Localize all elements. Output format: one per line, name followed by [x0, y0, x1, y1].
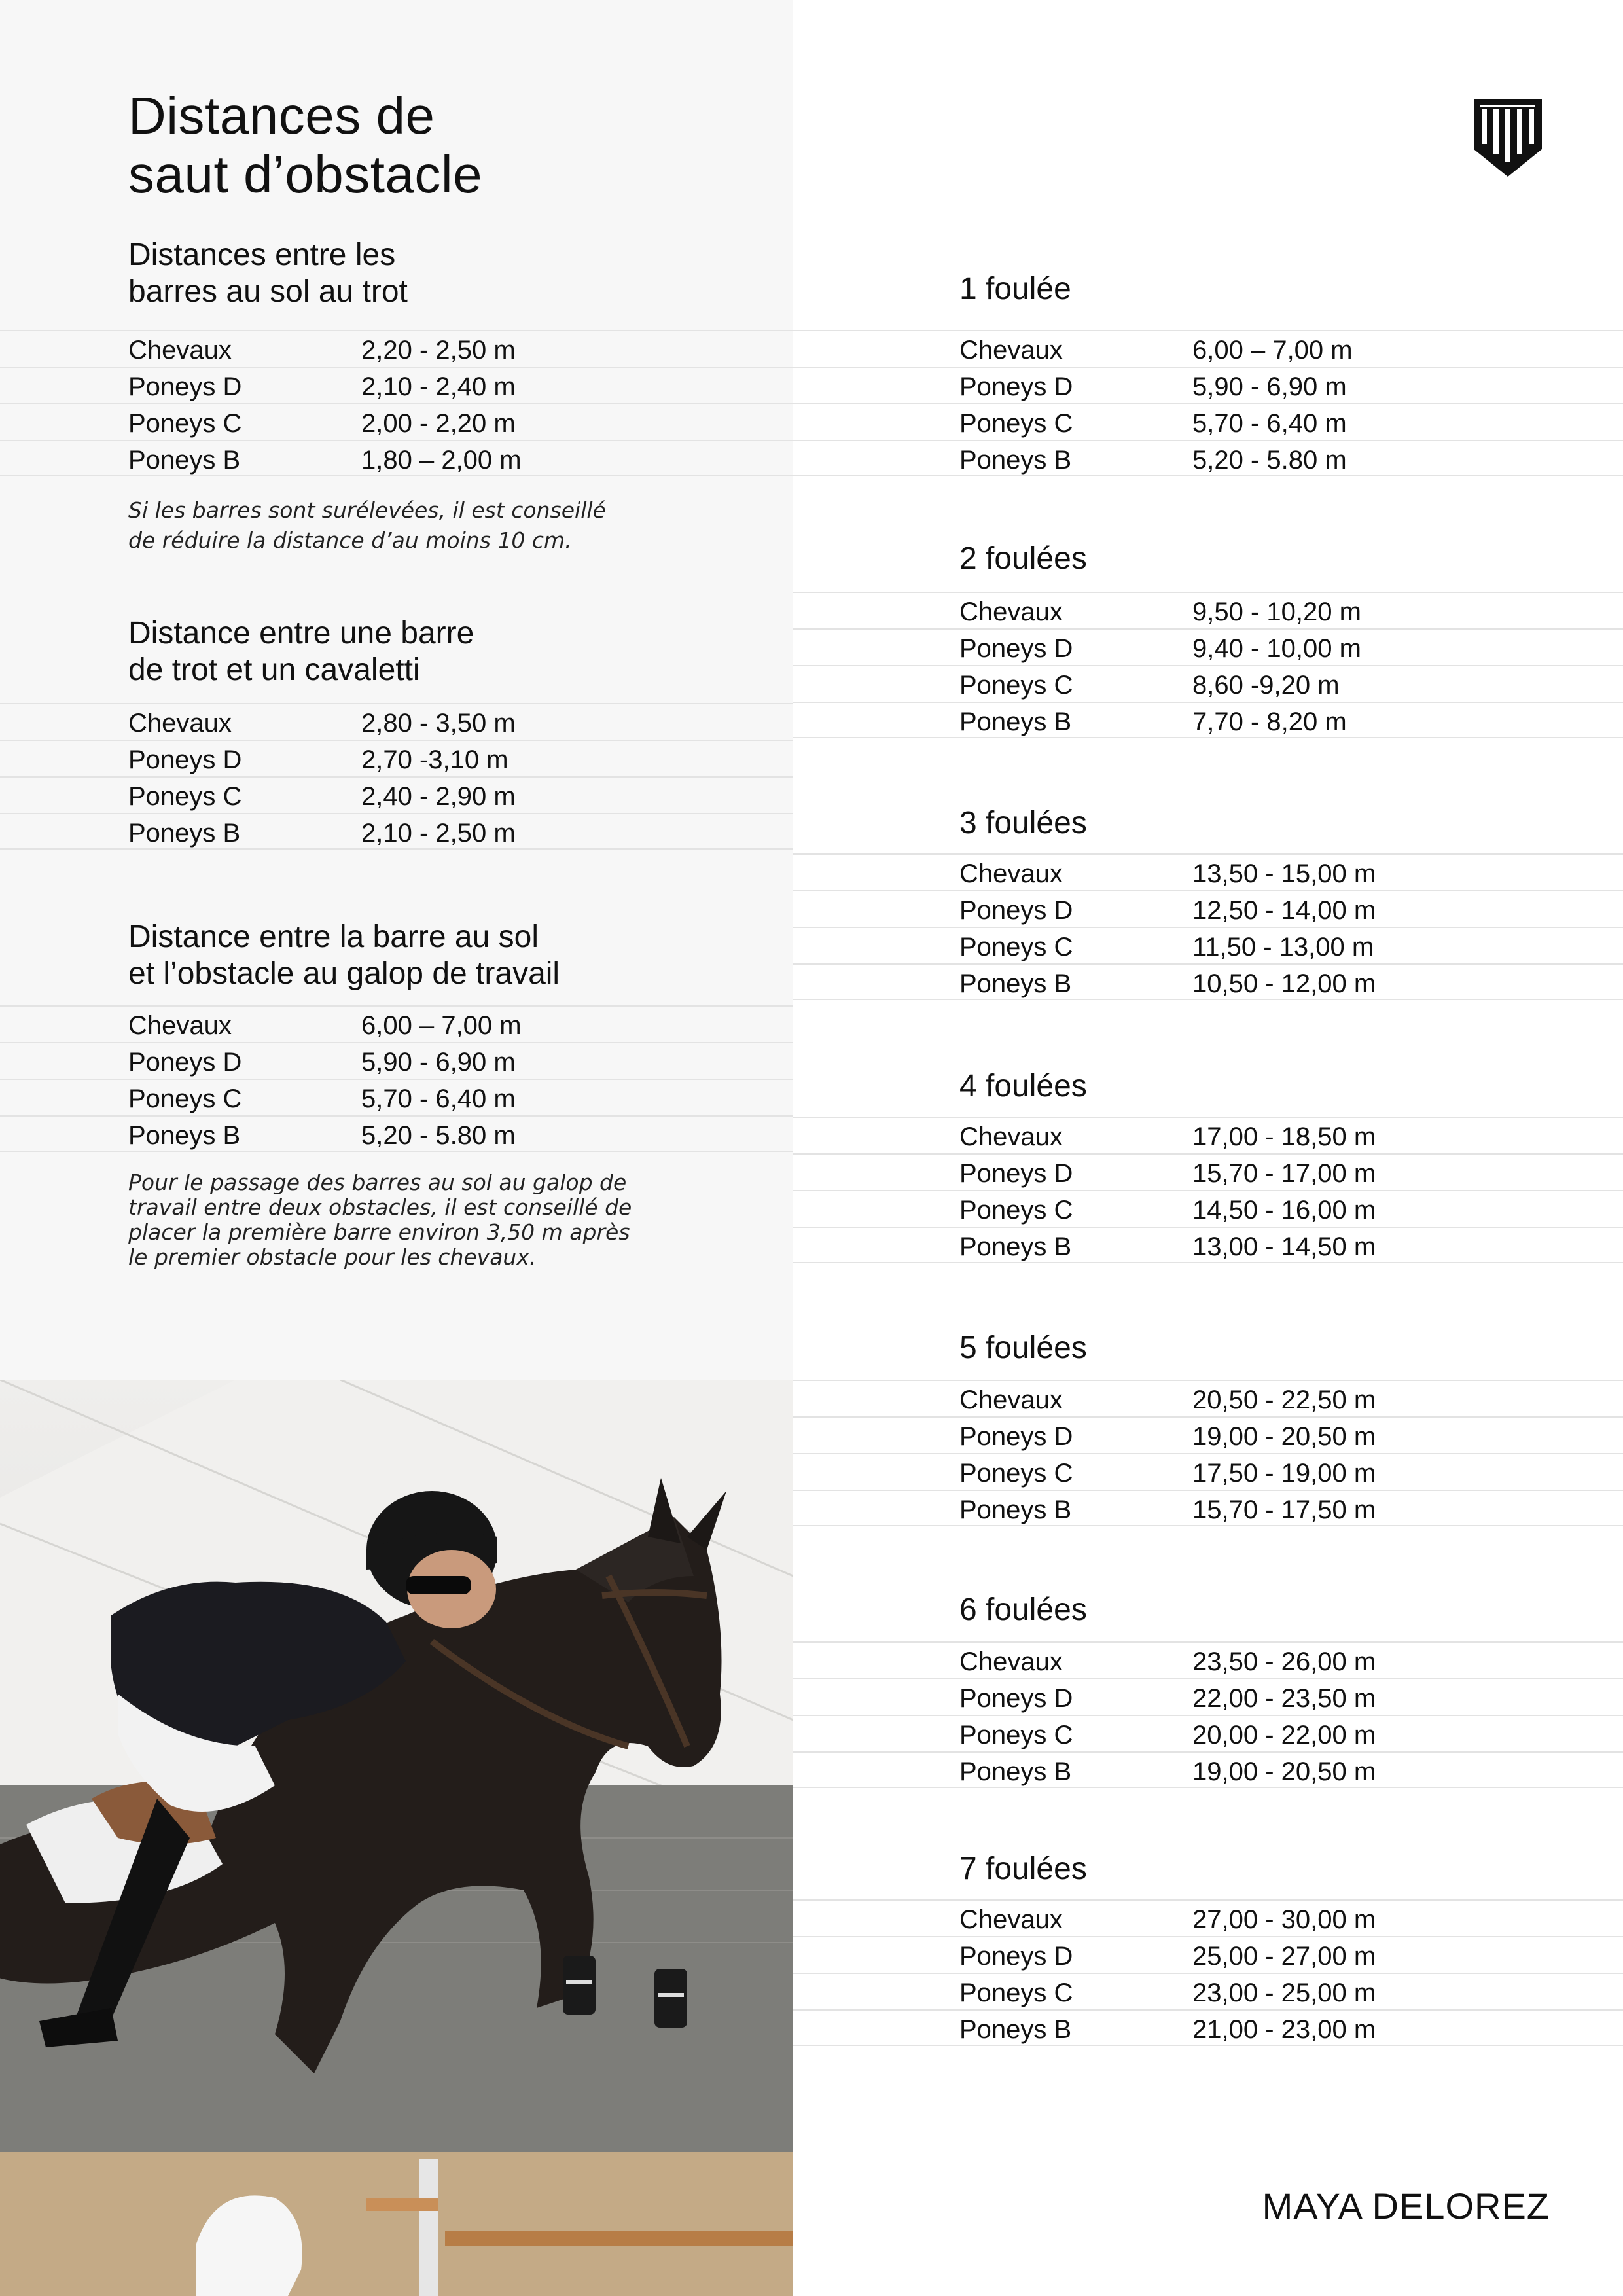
page-title-line: saut d’obstacle — [128, 145, 483, 204]
row-label: Poneys D — [128, 1048, 242, 1077]
row-value: 2,00 - 2,20 m — [361, 409, 516, 438]
section-title-line: Distance entre une barre — [128, 616, 474, 651]
distance-table-5-strides — [793, 1380, 1623, 1526]
row-value: 9,40 - 10,00 m — [1192, 634, 1361, 663]
row-label: Poneys D — [959, 1159, 1073, 1188]
distance-table-pole-to-fence — [0, 1005, 793, 1152]
table-row — [793, 2009, 1623, 2046]
note-line: de réduire la distance d’au moins 10 cm. — [128, 528, 572, 553]
table-row — [793, 403, 1623, 440]
row-label: Poneys C — [959, 1196, 1073, 1225]
row-label: Poneys B — [128, 446, 241, 475]
row-label: Poneys C — [959, 1979, 1073, 2007]
distance-table-6-strides — [793, 1641, 1623, 1788]
row-label: Poneys B — [959, 1757, 1072, 1786]
table-row — [0, 703, 793, 740]
row-value: 14,50 - 16,00 m — [1192, 1196, 1376, 1225]
table-row — [793, 1678, 1623, 1715]
section-title-line: barres au sol au trot — [128, 274, 408, 309]
note-line: placer la première barre environ 3,50 m après — [128, 1219, 630, 1245]
row-value: 20,00 - 22,00 m — [1192, 1721, 1376, 1749]
row-label: Poneys D — [959, 372, 1073, 401]
row-label: Chevaux — [959, 1647, 1063, 1676]
row-label: Chevaux — [128, 709, 232, 738]
table-row — [793, 440, 1623, 476]
row-value: 21,00 - 23,00 m — [1192, 2015, 1376, 2044]
row-label: Poneys C — [959, 409, 1073, 438]
section-title-7-strides: 7 foulées — [959, 1852, 1087, 1886]
row-value: 5,70 - 6,40 m — [1192, 409, 1347, 438]
shield-logo-icon — [1471, 97, 1544, 179]
row-value: 2,10 - 2,40 m — [361, 372, 516, 401]
distance-table-trot-poles — [0, 330, 793, 476]
table-row — [793, 1490, 1623, 1526]
row-value: 2,10 - 2,50 m — [361, 819, 516, 848]
page-title — [128, 86, 482, 204]
page-title-line: Distances de — [128, 86, 435, 145]
row-label: Poneys D — [959, 1684, 1073, 1713]
row-label: Poneys B — [959, 1496, 1072, 1524]
table-row — [793, 1190, 1623, 1227]
row-value: 17,00 - 18,50 m — [1192, 1122, 1376, 1151]
row-label: Poneys C — [128, 409, 242, 438]
row-value: 9,50 - 10,20 m — [1192, 598, 1361, 626]
row-value: 20,50 - 22,50 m — [1192, 1386, 1376, 1414]
row-value: 6,00 – 7,00 m — [361, 1011, 522, 1040]
note-canter-poles — [128, 1170, 665, 1270]
section-title-line: Distances entre les — [128, 238, 396, 272]
table-row — [0, 330, 793, 367]
distance-table-1-stride — [793, 330, 1623, 476]
note-line: travail entre deux obstacles, il est conseillé de — [128, 1194, 632, 1220]
row-value: 2,40 - 2,90 m — [361, 782, 516, 811]
section-title-3-strides: 3 foulées — [959, 806, 1087, 840]
table-row — [793, 628, 1623, 665]
section-title-pole-to-fence — [128, 919, 560, 992]
distance-table-3-strides — [793, 853, 1623, 1000]
row-label: Poneys C — [959, 671, 1073, 700]
section-title-5-strides: 5 foulées — [959, 1331, 1087, 1365]
table-row — [0, 440, 793, 476]
table-row — [793, 1973, 1623, 2009]
row-label: Poneys C — [959, 1459, 1073, 1488]
row-label: Poneys B — [959, 708, 1072, 736]
row-value: 10,50 - 12,00 m — [1192, 969, 1376, 998]
row-value: 5,20 - 5.80 m — [1192, 446, 1347, 475]
row-value: 6,00 – 7,00 m — [1192, 336, 1353, 365]
row-value: 23,00 - 25,00 m — [1192, 1979, 1376, 2007]
table-row — [793, 1227, 1623, 1263]
row-label: Poneys B — [959, 1232, 1072, 1261]
row-value: 25,00 - 27,00 m — [1192, 1942, 1376, 1971]
row-value: 22,00 - 23,50 m — [1192, 1684, 1376, 1713]
row-label: Chevaux — [959, 336, 1063, 365]
row-value: 5,90 - 6,90 m — [361, 1048, 516, 1077]
row-label: Poneys C — [128, 1085, 242, 1113]
row-label: Chevaux — [959, 1386, 1063, 1414]
row-value: 8,60 -9,20 m — [1192, 671, 1340, 700]
row-label: Poneys B — [128, 1121, 241, 1150]
row-value: 2,20 - 2,50 m — [361, 336, 516, 365]
table-row — [793, 702, 1623, 738]
row-value: 11,50 - 13,00 m — [1192, 933, 1374, 961]
table-row — [793, 853, 1623, 890]
table-row — [793, 1715, 1623, 1751]
section-title-trot-cavaletti — [128, 615, 474, 689]
table-row — [793, 1117, 1623, 1153]
row-value: 5,90 - 6,90 m — [1192, 372, 1347, 401]
distance-table-7-strides — [793, 1899, 1623, 2046]
row-label: Poneys B — [959, 446, 1072, 475]
distance-table-2-strides — [793, 592, 1623, 738]
note-line: Pour le passage des barres au sol au galop de — [128, 1170, 627, 1195]
row-value: 2,70 -3,10 m — [361, 745, 508, 774]
row-label: Chevaux — [128, 1011, 232, 1040]
show-jumping-photo — [0, 1380, 793, 2296]
section-title-line: Distance entre la barre au sol — [128, 920, 539, 954]
row-value: 19,00 - 20,50 m — [1192, 1757, 1376, 1786]
table-row — [793, 665, 1623, 702]
distance-table-4-strides — [793, 1117, 1623, 1263]
row-value: 13,00 - 14,50 m — [1192, 1232, 1376, 1261]
row-value: 23,50 - 26,00 m — [1192, 1647, 1376, 1676]
distance-table-trot-cavaletti — [0, 703, 793, 850]
table-row — [793, 592, 1623, 628]
table-row — [793, 927, 1623, 963]
row-value: 19,00 - 20,50 m — [1192, 1422, 1376, 1451]
row-label: Poneys C — [128, 782, 242, 811]
table-row — [793, 963, 1623, 1000]
row-value: 15,70 - 17,50 m — [1192, 1496, 1376, 1524]
row-value: 17,50 - 19,00 m — [1192, 1459, 1376, 1488]
section-title-line: et l’obstacle au galop de travail — [128, 956, 560, 991]
row-label: Chevaux — [128, 336, 232, 365]
table-row — [0, 776, 793, 813]
row-value: 27,00 - 30,00 m — [1192, 1905, 1376, 1934]
table-row — [793, 1153, 1623, 1190]
row-value: 5,70 - 6,40 m — [361, 1085, 516, 1113]
row-label: Poneys D — [959, 634, 1073, 663]
table-row — [0, 1079, 793, 1115]
table-row — [0, 403, 793, 440]
row-label: Chevaux — [959, 859, 1063, 888]
row-label: Chevaux — [959, 598, 1063, 626]
note-line: le premier obstacle pour les chevaux. — [128, 1244, 537, 1270]
section-title-6-strides: 6 foulées — [959, 1592, 1087, 1627]
table-row — [0, 367, 793, 403]
section-title-line: de trot et un cavaletti — [128, 653, 420, 687]
section-title-1-stride: 1 foulée — [959, 272, 1071, 306]
row-value: 12,50 - 14,00 m — [1192, 896, 1376, 925]
table-row — [0, 1115, 793, 1152]
table-row — [793, 1416, 1623, 1453]
row-value: 1,80 – 2,00 m — [361, 446, 522, 475]
section-title-2-strides: 2 foulées — [959, 541, 1087, 576]
row-label: Poneys B — [959, 2015, 1072, 2044]
table-row — [793, 367, 1623, 403]
table-row — [0, 813, 793, 850]
table-row — [793, 1641, 1623, 1678]
table-row — [793, 1453, 1623, 1490]
row-label: Poneys D — [128, 372, 242, 401]
table-row — [793, 890, 1623, 927]
table-row — [793, 1751, 1623, 1788]
table-row — [793, 1899, 1623, 1936]
row-value: 2,80 - 3,50 m — [361, 709, 516, 738]
row-label: Chevaux — [959, 1905, 1063, 1934]
row-label: Poneys D — [959, 1422, 1073, 1451]
note-raised-poles — [128, 495, 665, 556]
table-row — [0, 740, 793, 776]
table-row — [0, 1042, 793, 1079]
table-row — [793, 1380, 1623, 1416]
row-value: 13,50 - 15,00 m — [1192, 859, 1376, 888]
row-label: Chevaux — [959, 1122, 1063, 1151]
table-row — [793, 330, 1623, 367]
row-label: Poneys B — [959, 969, 1072, 998]
table-row — [793, 1936, 1623, 1973]
section-title-4-strides: 4 foulées — [959, 1069, 1087, 1103]
row-value: 15,70 - 17,00 m — [1192, 1159, 1376, 1188]
table-row — [0, 1005, 793, 1042]
row-label: Poneys C — [959, 933, 1073, 961]
row-label: Poneys D — [128, 745, 242, 774]
row-value: 7,70 - 8,20 m — [1192, 708, 1347, 736]
section-title-trot-poles — [128, 237, 408, 310]
row-label: Poneys C — [959, 1721, 1073, 1749]
row-label: Poneys D — [959, 1942, 1073, 1971]
row-label: Poneys B — [128, 819, 241, 848]
row-value: 5,20 - 5.80 m — [361, 1121, 516, 1150]
row-label: Poneys D — [959, 896, 1073, 925]
note-line: Si les barres sont surélevées, il est conseillé — [128, 497, 606, 523]
brand-name: MAYA DELOREZ — [1262, 2185, 1550, 2227]
